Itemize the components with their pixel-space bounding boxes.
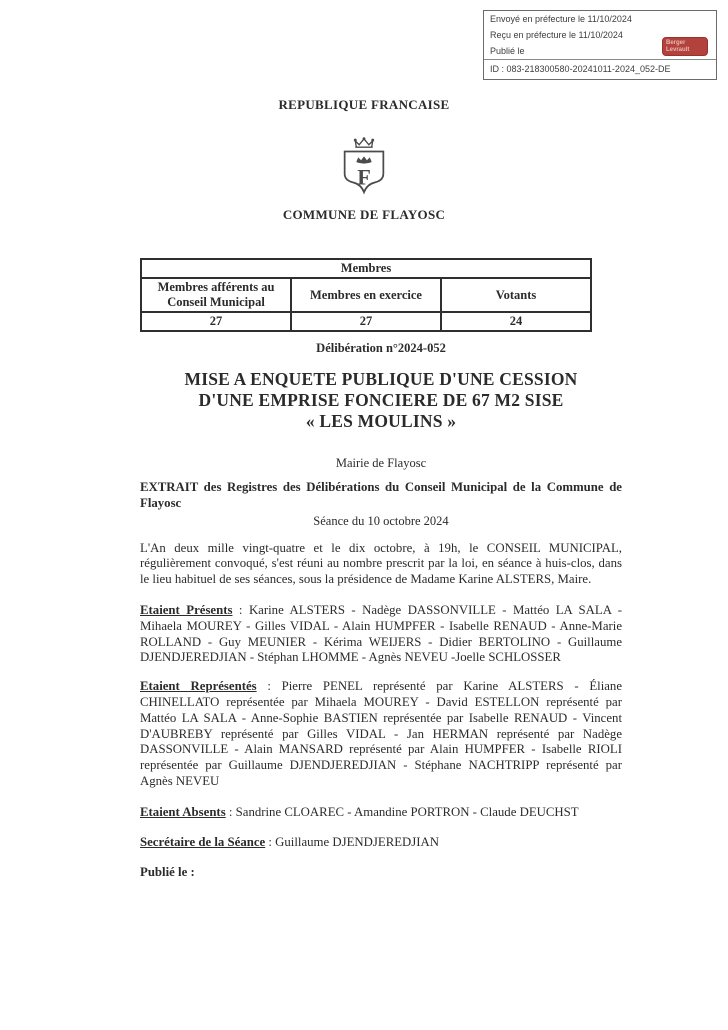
- value-exercice: 27: [291, 312, 441, 331]
- stamp-publie-label: Publié le: [490, 46, 525, 56]
- representes-paragraph: [140, 679, 622, 790]
- commune-crest-logo: [0, 137, 728, 197]
- presents-names: : Karine ALSTERS - Nadège DASSONVILLE - Mattéo LA SALA - Mihaela MOUREY - Gilles VIDAL - Alain HUMPFER - Isabelle RENAUD - Anne-Marie ROLLAND - Guy MEUNIER - Kérima WEIJERS - Didier BERTOLINO - Guillaume DJENDJEREDJIAN - Stéphan LHOMME - Agnès NEVEU -Joelle SCHLOSSER: [140, 602, 622, 665]
- members-title-cell: Membres: [141, 259, 591, 278]
- berger-levrault-badge: [662, 37, 708, 56]
- title-line-3: « LES MOULINS »: [305, 411, 457, 431]
- prefecture-stamp-box: [483, 10, 717, 80]
- presents-paragraph: [140, 603, 622, 666]
- mairie-subtitle: Mairie de Flayosc: [335, 456, 427, 470]
- stamp-line-id: ID : 083-218300580-20241011-2024_052-DE: [484, 59, 716, 79]
- value-afferents: 27: [141, 312, 291, 331]
- crest-icon: [336, 137, 392, 197]
- commune-heading: COMMUNE DE FLAYOSC: [282, 207, 446, 222]
- absents-names: : Sandrine CLOAREC - Amandine PORTRON - Claude DEUCHST: [225, 804, 579, 819]
- members-table-header-row: [141, 278, 591, 312]
- deliberation-number: Délibération n°2024-052: [316, 341, 446, 355]
- badge-line-1: Berger: [666, 40, 686, 46]
- presents-label: Etaient Présents: [140, 602, 233, 617]
- stamp-line-publie: [484, 40, 716, 59]
- col-header-votants: Votants: [441, 278, 591, 312]
- title-line-2: D'UNE EMPRISE FONCIERE DE 67 M2 SISE: [198, 390, 564, 410]
- title-line-1: MISE A ENQUETE PUBLIQUE D'UNE CESSION: [184, 369, 578, 389]
- extrait-heading: EXTRAIT des Registres des Délibérations du Conseil Municipal de la Commune de Flayosc: [140, 480, 622, 510]
- value-votants: 24: [441, 312, 591, 331]
- republic-heading: REPUBLIQUE FRANCAISE: [278, 97, 450, 112]
- crest-letter: F: [357, 164, 371, 190]
- intro-paragraph: L'An deux mille vingt-quatre et le dix octobre, à 19h, le CONSEIL MUNICIPAL, régulièrement convoqué, s'est réuni au nombre prescrit par la loi, en séance à huis-clos, dans le lieu habituel de ses séances, sous la présidence de Madame Karine ALSTERS, Maire.: [140, 540, 622, 587]
- document-title: [140, 369, 622, 432]
- secretaire-paragraph: [140, 835, 622, 851]
- representes-names: : Pierre PENEL représenté par Karine ALSTERS - Éliane CHINELLATO représentée par Mihaela MOUREY - David ESTELLON représenté par Mattéo LA SALA - Anne-Sophie BASTIEN représentée par Isabelle RENAUD - Vincent D'AUBREBY représenté par Gilles VIDAL - Jan HERMAN représenté par Nadège DASSONVILLE - Alain MANSARD représenté par Alain HUMPFER - Isabelle RIOLI représentée par Guillaume DJENDJEREDJIAN - Stéphane NACHTRIPP représenté par Agnès NEVEU: [140, 679, 623, 788]
- members-table-values-row: [141, 312, 591, 331]
- absents-label: Etaient Absents: [140, 804, 226, 819]
- stamp-line-recu: Reçu en préfecture le 11/10/2024: [490, 30, 623, 40]
- members-table: [140, 258, 592, 332]
- col-header-exercice: Membres en exercice: [291, 278, 441, 312]
- badge-line-2: Levrault: [666, 46, 690, 53]
- col-header-afferents: Membres afférents au Conseil Municipal: [141, 278, 291, 312]
- publie-le-label: Publié le :: [140, 865, 195, 880]
- stamp-line-envoye: Envoyé en préfecture le 11/10/2024: [490, 14, 632, 24]
- seance-date: Séance du 10 octobre 2024: [313, 513, 449, 528]
- absents-paragraph: [140, 805, 622, 821]
- secretaire-name: : Guillaume DJENDJEREDJIAN: [265, 834, 440, 849]
- representes-label: Etaient Représentés: [140, 679, 257, 694]
- secretaire-label: Secrétaire de la Séance: [140, 834, 266, 849]
- members-table-title-row: [141, 259, 591, 278]
